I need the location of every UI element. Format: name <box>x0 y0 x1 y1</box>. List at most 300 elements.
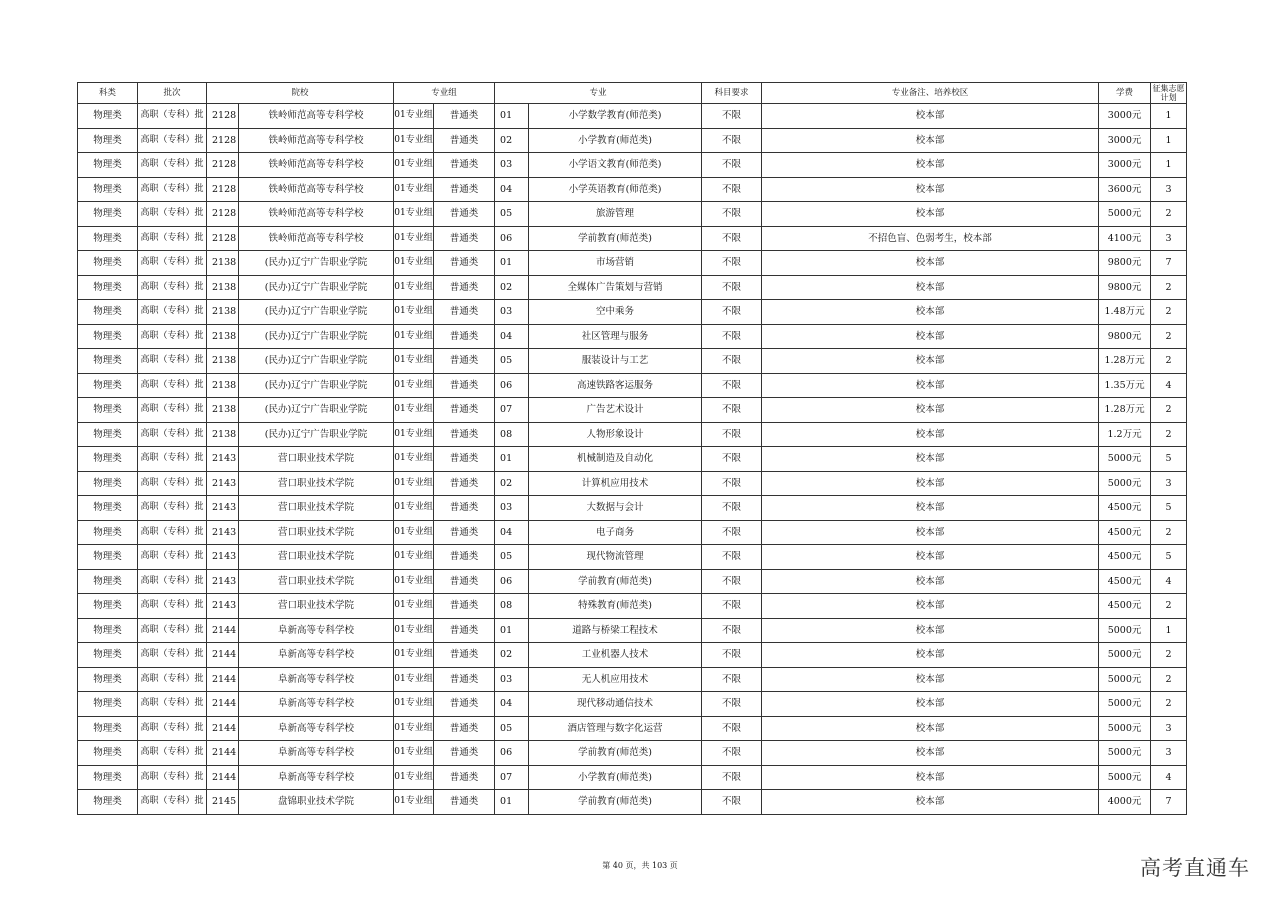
cell-major: 无人机应用技术 <box>529 667 702 692</box>
cell-type: 普通类 <box>434 618 495 643</box>
cell-school-code: 2144 <box>207 618 239 643</box>
cell-remarks: 校本部 <box>762 202 1099 227</box>
cell-category: 物理类 <box>78 275 138 300</box>
cell-category: 物理类 <box>78 545 138 570</box>
table-row <box>78 765 1187 790</box>
cell-plan: 7 <box>1151 790 1187 815</box>
cell-type: 普通类 <box>434 128 495 153</box>
cell-group: 01专业组 <box>394 471 434 496</box>
cell-batch: 高职（专科）批 <box>138 128 207 153</box>
cell-school: (民办)辽宁广告职业学院 <box>239 422 394 447</box>
cell-fee: 1.35万元 <box>1099 373 1151 398</box>
cell-batch: 高职（专科）批 <box>138 202 207 227</box>
cell-group: 01专业组 <box>394 741 434 766</box>
table-row <box>78 520 1187 545</box>
cell-school-code: 2143 <box>207 496 239 521</box>
cell-major: 现代物流管理 <box>529 545 702 570</box>
table-row <box>78 275 1187 300</box>
cell-major-code: 04 <box>495 520 529 545</box>
cell-batch: 高职（专科）批 <box>138 422 207 447</box>
cell-school-code: 2144 <box>207 765 239 790</box>
cell-plan: 4 <box>1151 569 1187 594</box>
cell-category: 物理类 <box>78 765 138 790</box>
table-row <box>78 716 1187 741</box>
cell-category: 物理类 <box>78 447 138 472</box>
cell-major-code: 02 <box>495 128 529 153</box>
cell-remarks: 校本部 <box>762 790 1099 815</box>
table-row <box>78 643 1187 668</box>
cell-type: 普通类 <box>434 373 495 398</box>
cell-major-code: 08 <box>495 594 529 619</box>
table-row <box>78 447 1187 472</box>
table-row <box>78 153 1187 178</box>
table-row <box>78 128 1187 153</box>
cell-subject-req: 不限 <box>702 373 762 398</box>
cell-school-code: 2128 <box>207 202 239 227</box>
cell-category: 物理类 <box>78 496 138 521</box>
cell-subject-req: 不限 <box>702 349 762 374</box>
header-plan: 征集志愿计划 <box>1152 84 1185 102</box>
cell-group: 01专业组 <box>394 349 434 374</box>
cell-major-code: 02 <box>495 471 529 496</box>
cell-remarks: 校本部 <box>762 765 1099 790</box>
cell-school: 营口职业技术学院 <box>239 447 394 472</box>
cell-group: 01专业组 <box>394 153 434 178</box>
cell-subject-req: 不限 <box>702 177 762 202</box>
cell-major-code: 05 <box>495 202 529 227</box>
cell-remarks: 校本部 <box>762 422 1099 447</box>
cell-school-code: 2144 <box>207 741 239 766</box>
header-school: 院校 <box>207 83 394 104</box>
cell-school: 铁岭师范高等专科学校 <box>239 226 394 251</box>
cell-batch: 高职（专科）批 <box>138 520 207 545</box>
cell-school: 阜新高等专科学校 <box>239 692 394 717</box>
cell-fee: 5000元 <box>1099 643 1151 668</box>
cell-subject-req: 不限 <box>702 447 762 472</box>
cell-major: 空中乘务 <box>529 300 702 325</box>
cell-category: 物理类 <box>78 373 138 398</box>
cell-fee: 4500元 <box>1099 496 1151 521</box>
cell-batch: 高职（专科）批 <box>138 300 207 325</box>
cell-school-code: 2128 <box>207 153 239 178</box>
cell-fee: 5000元 <box>1099 765 1151 790</box>
cell-major: 学前教育(师范类) <box>529 569 702 594</box>
cell-fee: 4500元 <box>1099 545 1151 570</box>
cell-plan: 4 <box>1151 373 1187 398</box>
cell-school-code: 2144 <box>207 692 239 717</box>
cell-remarks: 校本部 <box>762 177 1099 202</box>
table-row <box>78 324 1187 349</box>
cell-major-code: 06 <box>495 373 529 398</box>
cell-fee: 4500元 <box>1099 569 1151 594</box>
table-row <box>78 496 1187 521</box>
table-row <box>78 790 1187 815</box>
admissions-table <box>77 82 1187 815</box>
cell-fee: 4000元 <box>1099 790 1151 815</box>
cell-school-code: 2143 <box>207 447 239 472</box>
cell-major-code: 01 <box>495 618 529 643</box>
cell-fee: 9800元 <box>1099 251 1151 276</box>
cell-major-code: 03 <box>495 496 529 521</box>
cell-subject-req: 不限 <box>702 226 762 251</box>
cell-major-code: 05 <box>495 545 529 570</box>
cell-category: 物理类 <box>78 667 138 692</box>
cell-type: 普通类 <box>434 324 495 349</box>
cell-category: 物理类 <box>78 300 138 325</box>
cell-fee: 1.28万元 <box>1099 349 1151 374</box>
cell-school: (民办)辽宁广告职业学院 <box>239 398 394 423</box>
header-major: 专业 <box>495 83 702 104</box>
header-group: 专业组 <box>394 83 495 104</box>
cell-major-code: 03 <box>495 667 529 692</box>
header-remarks: 专业备注、培养校区 <box>762 83 1099 104</box>
cell-subject-req: 不限 <box>702 496 762 521</box>
cell-group: 01专业组 <box>394 226 434 251</box>
cell-batch: 高职（专科）批 <box>138 716 207 741</box>
cell-type: 普通类 <box>434 251 495 276</box>
cell-type: 普通类 <box>434 643 495 668</box>
cell-major-code: 05 <box>495 716 529 741</box>
cell-major: 旅游管理 <box>529 202 702 227</box>
cell-school-code: 2143 <box>207 471 239 496</box>
cell-fee: 5000元 <box>1099 667 1151 692</box>
cell-remarks: 校本部 <box>762 471 1099 496</box>
cell-type: 普通类 <box>434 104 495 129</box>
cell-category: 物理类 <box>78 520 138 545</box>
cell-major: 小学教育(师范类) <box>529 765 702 790</box>
cell-batch: 高职（专科）批 <box>138 471 207 496</box>
cell-plan: 1 <box>1151 618 1187 643</box>
cell-major: 社区管理与服务 <box>529 324 702 349</box>
cell-type: 普通类 <box>434 741 495 766</box>
cell-school: 营口职业技术学院 <box>239 471 394 496</box>
cell-group: 01专业组 <box>394 643 434 668</box>
cell-subject-req: 不限 <box>702 790 762 815</box>
cell-remarks: 校本部 <box>762 545 1099 570</box>
cell-batch: 高职（专科）批 <box>138 104 207 129</box>
cell-plan: 2 <box>1151 202 1187 227</box>
cell-major: 小学语文教育(师范类) <box>529 153 702 178</box>
cell-subject-req: 不限 <box>702 471 762 496</box>
cell-subject-req: 不限 <box>702 202 762 227</box>
cell-group: 01专业组 <box>394 716 434 741</box>
cell-group: 01专业组 <box>394 128 434 153</box>
cell-plan: 2 <box>1151 300 1187 325</box>
cell-remarks: 校本部 <box>762 373 1099 398</box>
cell-school-code: 2128 <box>207 128 239 153</box>
cell-batch: 高职（专科）批 <box>138 177 207 202</box>
cell-plan: 2 <box>1151 594 1187 619</box>
cell-group: 01专业组 <box>394 765 434 790</box>
cell-batch: 高职（专科）批 <box>138 765 207 790</box>
table-row <box>78 594 1187 619</box>
cell-subject-req: 不限 <box>702 300 762 325</box>
header-category: 科类 <box>78 83 138 104</box>
cell-remarks: 校本部 <box>762 692 1099 717</box>
cell-major: 工业机器人技术 <box>529 643 702 668</box>
cell-major-code: 01 <box>495 790 529 815</box>
cell-school: (民办)辽宁广告职业学院 <box>239 349 394 374</box>
cell-plan: 1 <box>1151 104 1187 129</box>
cell-batch: 高职（专科）批 <box>138 324 207 349</box>
cell-fee: 5000元 <box>1099 471 1151 496</box>
cell-subject-req: 不限 <box>702 104 762 129</box>
cell-group: 01专业组 <box>394 275 434 300</box>
cell-subject-req: 不限 <box>702 618 762 643</box>
cell-school-code: 2143 <box>207 569 239 594</box>
cell-group: 01专业组 <box>394 496 434 521</box>
cell-type: 普通类 <box>434 520 495 545</box>
cell-group: 01专业组 <box>394 177 434 202</box>
cell-major-code: 03 <box>495 300 529 325</box>
cell-remarks: 校本部 <box>762 128 1099 153</box>
cell-group: 01专业组 <box>394 447 434 472</box>
cell-major: 全媒体广告策划与营销 <box>529 275 702 300</box>
cell-school: 阜新高等专科学校 <box>239 618 394 643</box>
table-row <box>78 226 1187 251</box>
cell-remarks: 校本部 <box>762 153 1099 178</box>
cell-remarks: 校本部 <box>762 104 1099 129</box>
cell-plan: 3 <box>1151 177 1187 202</box>
cell-plan: 3 <box>1151 226 1187 251</box>
cell-type: 普通类 <box>434 496 495 521</box>
cell-batch: 高职（专科）批 <box>138 692 207 717</box>
cell-batch: 高职（专科）批 <box>138 569 207 594</box>
cell-group: 01专业组 <box>394 692 434 717</box>
cell-type: 普通类 <box>434 422 495 447</box>
cell-major-code: 07 <box>495 765 529 790</box>
watermark-logo: 高考直通车 <box>1140 856 1250 880</box>
cell-subject-req: 不限 <box>702 765 762 790</box>
cell-type: 普通类 <box>434 226 495 251</box>
cell-subject-req: 不限 <box>702 692 762 717</box>
cell-group: 01专业组 <box>394 594 434 619</box>
cell-major-code: 07 <box>495 398 529 423</box>
cell-major-code: 01 <box>495 251 529 276</box>
cell-school-code: 2138 <box>207 275 239 300</box>
cell-remarks: 校本部 <box>762 398 1099 423</box>
cell-type: 普通类 <box>434 202 495 227</box>
cell-major: 人物形象设计 <box>529 422 702 447</box>
cell-category: 物理类 <box>78 716 138 741</box>
cell-group: 01专业组 <box>394 569 434 594</box>
cell-major-code: 05 <box>495 349 529 374</box>
header-fee: 学费 <box>1099 83 1151 104</box>
cell-plan: 1 <box>1151 153 1187 178</box>
cell-type: 普通类 <box>434 790 495 815</box>
cell-school: (民办)辽宁广告职业学院 <box>239 324 394 349</box>
cell-category: 物理类 <box>78 692 138 717</box>
cell-remarks: 校本部 <box>762 618 1099 643</box>
cell-subject-req: 不限 <box>702 422 762 447</box>
cell-batch: 高职（专科）批 <box>138 251 207 276</box>
cell-subject-req: 不限 <box>702 594 762 619</box>
table-row <box>78 398 1187 423</box>
cell-type: 普通类 <box>434 765 495 790</box>
cell-batch: 高职（专科）批 <box>138 496 207 521</box>
cell-major-code: 06 <box>495 741 529 766</box>
cell-major: 高速铁路客运服务 <box>529 373 702 398</box>
cell-major: 小学教育(师范类) <box>529 128 702 153</box>
cell-remarks: 校本部 <box>762 667 1099 692</box>
cell-major: 学前教育(师范类) <box>529 790 702 815</box>
table-row <box>78 618 1187 643</box>
cell-group: 01专业组 <box>394 202 434 227</box>
cell-school-code: 2138 <box>207 422 239 447</box>
cell-fee: 5000元 <box>1099 692 1151 717</box>
cell-remarks: 校本部 <box>762 643 1099 668</box>
cell-school-code: 2128 <box>207 104 239 129</box>
cell-category: 物理类 <box>78 251 138 276</box>
cell-group: 01专业组 <box>394 300 434 325</box>
cell-school-code: 2138 <box>207 349 239 374</box>
cell-batch: 高职（专科）批 <box>138 373 207 398</box>
cell-fee: 5000元 <box>1099 447 1151 472</box>
cell-category: 物理类 <box>78 128 138 153</box>
cell-type: 普通类 <box>434 153 495 178</box>
cell-remarks: 校本部 <box>762 594 1099 619</box>
cell-remarks: 校本部 <box>762 520 1099 545</box>
cell-major: 小学英语教育(师范类) <box>529 177 702 202</box>
cell-school: 铁岭师范高等专科学校 <box>239 104 394 129</box>
cell-school-code: 2144 <box>207 643 239 668</box>
cell-type: 普通类 <box>434 692 495 717</box>
cell-subject-req: 不限 <box>702 545 762 570</box>
cell-category: 物理类 <box>78 398 138 423</box>
cell-school: 铁岭师范高等专科学校 <box>239 153 394 178</box>
cell-group: 01专业组 <box>394 790 434 815</box>
cell-major: 广告艺术设计 <box>529 398 702 423</box>
cell-school: 盘锦职业技术学院 <box>239 790 394 815</box>
cell-batch: 高职（专科）批 <box>138 275 207 300</box>
cell-fee: 5000元 <box>1099 716 1151 741</box>
cell-school-code: 2128 <box>207 226 239 251</box>
cell-subject-req: 不限 <box>702 251 762 276</box>
cell-major: 学前教育(师范类) <box>529 741 702 766</box>
cell-remarks: 校本部 <box>762 300 1099 325</box>
cell-group: 01专业组 <box>394 373 434 398</box>
cell-type: 普通类 <box>434 447 495 472</box>
cell-batch: 高职（专科）批 <box>138 667 207 692</box>
cell-school: 营口职业技术学院 <box>239 496 394 521</box>
cell-subject-req: 不限 <box>702 569 762 594</box>
table-row <box>78 373 1187 398</box>
table-body <box>78 104 1187 815</box>
cell-school: (民办)辽宁广告职业学院 <box>239 275 394 300</box>
cell-batch: 高职（专科）批 <box>138 226 207 251</box>
cell-remarks: 校本部 <box>762 741 1099 766</box>
cell-major-code: 06 <box>495 226 529 251</box>
cell-batch: 高职（专科）批 <box>138 447 207 472</box>
cell-type: 普通类 <box>434 471 495 496</box>
cell-fee: 3000元 <box>1099 104 1151 129</box>
cell-fee: 1.2万元 <box>1099 422 1151 447</box>
cell-fee: 5000元 <box>1099 202 1151 227</box>
cell-school: 营口职业技术学院 <box>239 520 394 545</box>
cell-subject-req: 不限 <box>702 153 762 178</box>
cell-remarks: 校本部 <box>762 496 1099 521</box>
cell-type: 普通类 <box>434 398 495 423</box>
cell-school: 铁岭师范高等专科学校 <box>239 202 394 227</box>
cell-plan: 3 <box>1151 716 1187 741</box>
table-row <box>78 741 1187 766</box>
header-subject-req: 科目要求 <box>702 83 762 104</box>
cell-category: 物理类 <box>78 643 138 668</box>
cell-type: 普通类 <box>434 349 495 374</box>
cell-batch: 高职（专科）批 <box>138 618 207 643</box>
cell-major-code: 01 <box>495 104 529 129</box>
cell-school-code: 2144 <box>207 716 239 741</box>
table-row <box>78 667 1187 692</box>
cell-category: 物理类 <box>78 569 138 594</box>
cell-batch: 高职（专科）批 <box>138 594 207 619</box>
cell-group: 01专业组 <box>394 398 434 423</box>
cell-plan: 5 <box>1151 496 1187 521</box>
cell-major: 道路与桥梁工程技术 <box>529 618 702 643</box>
cell-fee: 3600元 <box>1099 177 1151 202</box>
cell-fee: 5000元 <box>1099 618 1151 643</box>
cell-school: 铁岭师范高等专科学校 <box>239 177 394 202</box>
cell-batch: 高职（专科）批 <box>138 153 207 178</box>
cell-batch: 高职（专科）批 <box>138 349 207 374</box>
cell-major: 特殊教育(师范类) <box>529 594 702 619</box>
cell-major-code: 03 <box>495 153 529 178</box>
cell-school-code: 2138 <box>207 251 239 276</box>
cell-school-code: 2138 <box>207 300 239 325</box>
cell-fee: 9800元 <box>1099 275 1151 300</box>
cell-major: 现代移动通信技术 <box>529 692 702 717</box>
cell-fee: 1.28万元 <box>1099 398 1151 423</box>
cell-plan: 2 <box>1151 643 1187 668</box>
table-row <box>78 349 1187 374</box>
cell-school: 营口职业技术学院 <box>239 545 394 570</box>
cell-major: 大数据与会计 <box>529 496 702 521</box>
cell-category: 物理类 <box>78 790 138 815</box>
cell-major-code: 04 <box>495 692 529 717</box>
cell-type: 普通类 <box>434 275 495 300</box>
cell-remarks: 校本部 <box>762 716 1099 741</box>
cell-category: 物理类 <box>78 324 138 349</box>
cell-subject-req: 不限 <box>702 741 762 766</box>
cell-type: 普通类 <box>434 569 495 594</box>
cell-group: 01专业组 <box>394 545 434 570</box>
cell-school-code: 2138 <box>207 398 239 423</box>
table-row <box>78 251 1187 276</box>
cell-category: 物理类 <box>78 422 138 447</box>
cell-major: 服装设计与工艺 <box>529 349 702 374</box>
cell-group: 01专业组 <box>394 667 434 692</box>
cell-plan: 2 <box>1151 349 1187 374</box>
cell-fee: 9800元 <box>1099 324 1151 349</box>
cell-group: 01专业组 <box>394 422 434 447</box>
cell-major-code: 04 <box>495 324 529 349</box>
cell-batch: 高职（专科）批 <box>138 398 207 423</box>
cell-plan: 2 <box>1151 520 1187 545</box>
cell-major: 学前教育(师范类) <box>529 226 702 251</box>
cell-plan: 3 <box>1151 741 1187 766</box>
cell-category: 物理类 <box>78 618 138 643</box>
cell-major: 小学数学教育(师范类) <box>529 104 702 129</box>
cell-school: 阜新高等专科学校 <box>239 716 394 741</box>
cell-group: 01专业组 <box>394 618 434 643</box>
cell-school-code: 2128 <box>207 177 239 202</box>
cell-school: 铁岭师范高等专科学校 <box>239 128 394 153</box>
cell-type: 普通类 <box>434 300 495 325</box>
cell-batch: 高职（专科）批 <box>138 790 207 815</box>
cell-category: 物理类 <box>78 104 138 129</box>
cell-batch: 高职（专科）批 <box>138 643 207 668</box>
table-row <box>78 569 1187 594</box>
